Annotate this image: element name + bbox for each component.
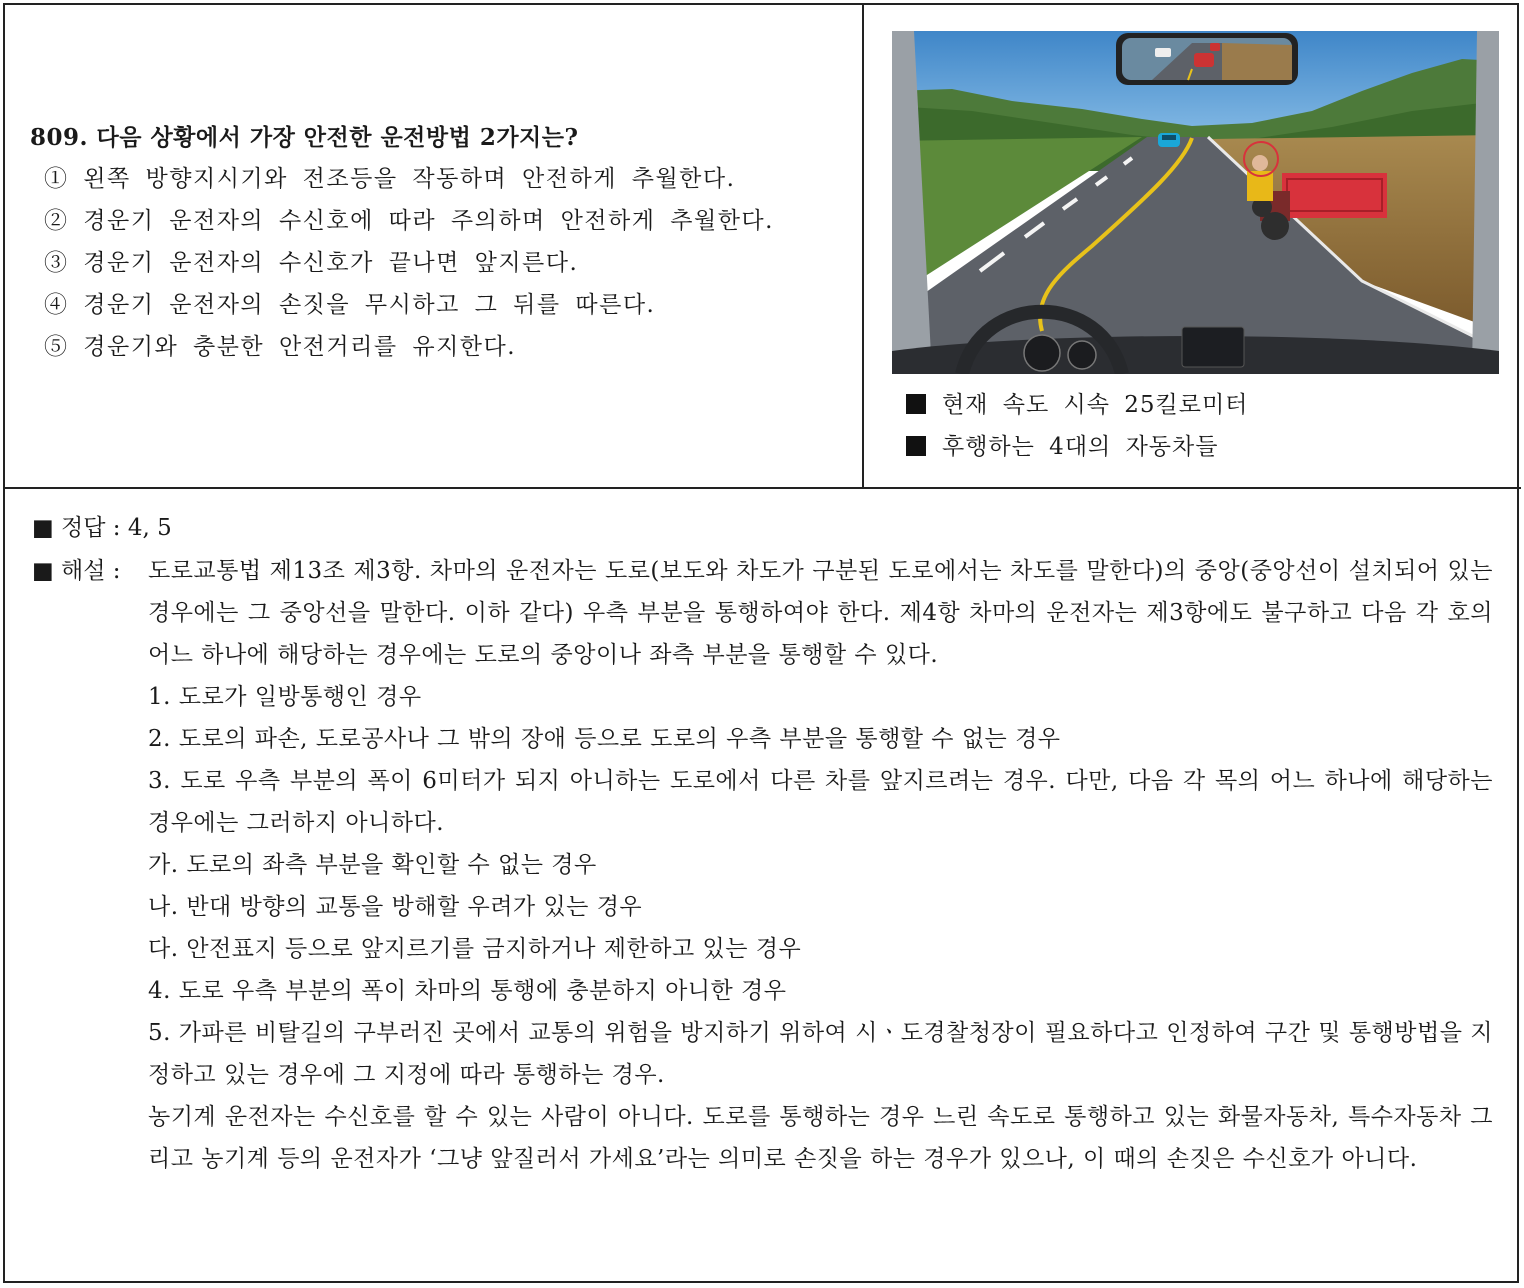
option-2: ② 경운기 운전자의 수신호에 따라 주의하며 안전하게 추월한다. bbox=[44, 208, 774, 234]
explanation-label: ■ 해설 : bbox=[32, 558, 121, 584]
explanation-item-2: 2. 도로의 파손, 도로공사나 그 밖의 장애 등으로 도로의 우측 부분을 통행할 수 없는 경우 bbox=[148, 726, 1061, 752]
question-title: 809. 다음 상황에서 가장 안전한 운전방법 2가지는? bbox=[30, 124, 579, 151]
explanation-item-5: 5. 가파른 비탈길의 구부러진 곳에서 교통의 위험을 방지하기 위하여 시ㆍ도경찰청장이 필요하다고 인정하여 구간 및 통행방법을 지정하고 있는 경우에 그 지정에 따라 통행하는 경우. bbox=[148, 1020, 1493, 1088]
option-1: ① 왼쪽 방향지시기와 전조등을 작동하며 안전하게 추월한다. bbox=[44, 166, 736, 192]
option-3: ③ 경운기 운전자의 수신호가 끝나면 앞지른다. bbox=[44, 250, 579, 276]
speedometer bbox=[1024, 335, 1060, 371]
conditions-list bbox=[906, 384, 1248, 468]
option-5: ⑤ 경운기와 충분한 안전거리를 유지한다. bbox=[44, 334, 517, 360]
explanation-item-3: 3. 도로 우측 부분의 폭이 6미터가 되지 아니하는 도로에서 다른 차를 앞지르려는 경우. 다만, 다음 각 목의 어느 하나에 해당하는 경우에는 그러하지 아니하다. bbox=[148, 768, 1493, 836]
driving-scene-illustration bbox=[892, 31, 1499, 374]
condition-item: 현재 속도 시속 25킬로미터 bbox=[906, 384, 1248, 426]
condition-item: 후행하는 4대의 자동차들 bbox=[906, 426, 1248, 468]
explanation-intro: 도로교통법 제13조 제3항. 차마의 운전자는 도로(보도와 차도가 구분된 도로에서는 차도를 말한다)의 중앙(중앙선이 설치되어 있는 경우에는 그 중앙선을 말한다. 이하 같다) 우측 부분을 통행하여야 한다. 제4항 차마의 운전자는 제3항에도 불구하고 다음 각 호의 어느 하나에 해당하는 경우에는 도로의 중앙이나 좌측 부분을 통행할 수 있다. bbox=[148, 558, 1493, 668]
section-divider-horizontal bbox=[3, 487, 1521, 489]
explanation-item-4: 4. 도로 우측 부분의 폭이 차마의 통행에 충분하지 아니한 경우 bbox=[148, 978, 787, 1004]
explanation-subitem-ga: 가. 도로의 좌측 부분을 확인할 수 없는 경우 bbox=[148, 852, 597, 878]
question-block bbox=[30, 118, 850, 368]
explanation-body bbox=[148, 550, 1493, 1180]
explanation-item-1: 1. 도로가 일방통행인 경우 bbox=[148, 684, 422, 710]
option-4: ④ 경운기 운전자의 손짓을 무시하고 그 뒤를 따른다. bbox=[44, 292, 656, 318]
explanation-subitem-na: 나. 반대 방향의 교통을 방해할 우려가 있는 경우 bbox=[148, 894, 643, 920]
square-bullet-icon bbox=[906, 394, 926, 414]
center-display bbox=[1182, 327, 1244, 367]
explanation-subitem-da: 다. 안전표지 등으로 앞지르기를 금지하거나 제한하고 있는 경우 bbox=[148, 936, 802, 962]
square-bullet-icon bbox=[906, 436, 926, 456]
answer-line: ■ 정답 : 4, 5 bbox=[32, 515, 172, 541]
blue-car bbox=[1158, 133, 1180, 147]
explanation-closing: 농기계 운전자는 수신호를 할 수 있는 사람이 아니다. 도로를 통행하는 경우 느린 속도로 통행하고 있는 화물자동차, 특수자동차 그리고 농기계 등의 운전자가 ‘그냥 앞질러서 가세요’라는 의미로 손짓을 하는 경우가 있으나, 이 때의 손짓은 수신호가 아니다. bbox=[148, 1104, 1493, 1172]
section-divider-vertical bbox=[862, 3, 864, 488]
